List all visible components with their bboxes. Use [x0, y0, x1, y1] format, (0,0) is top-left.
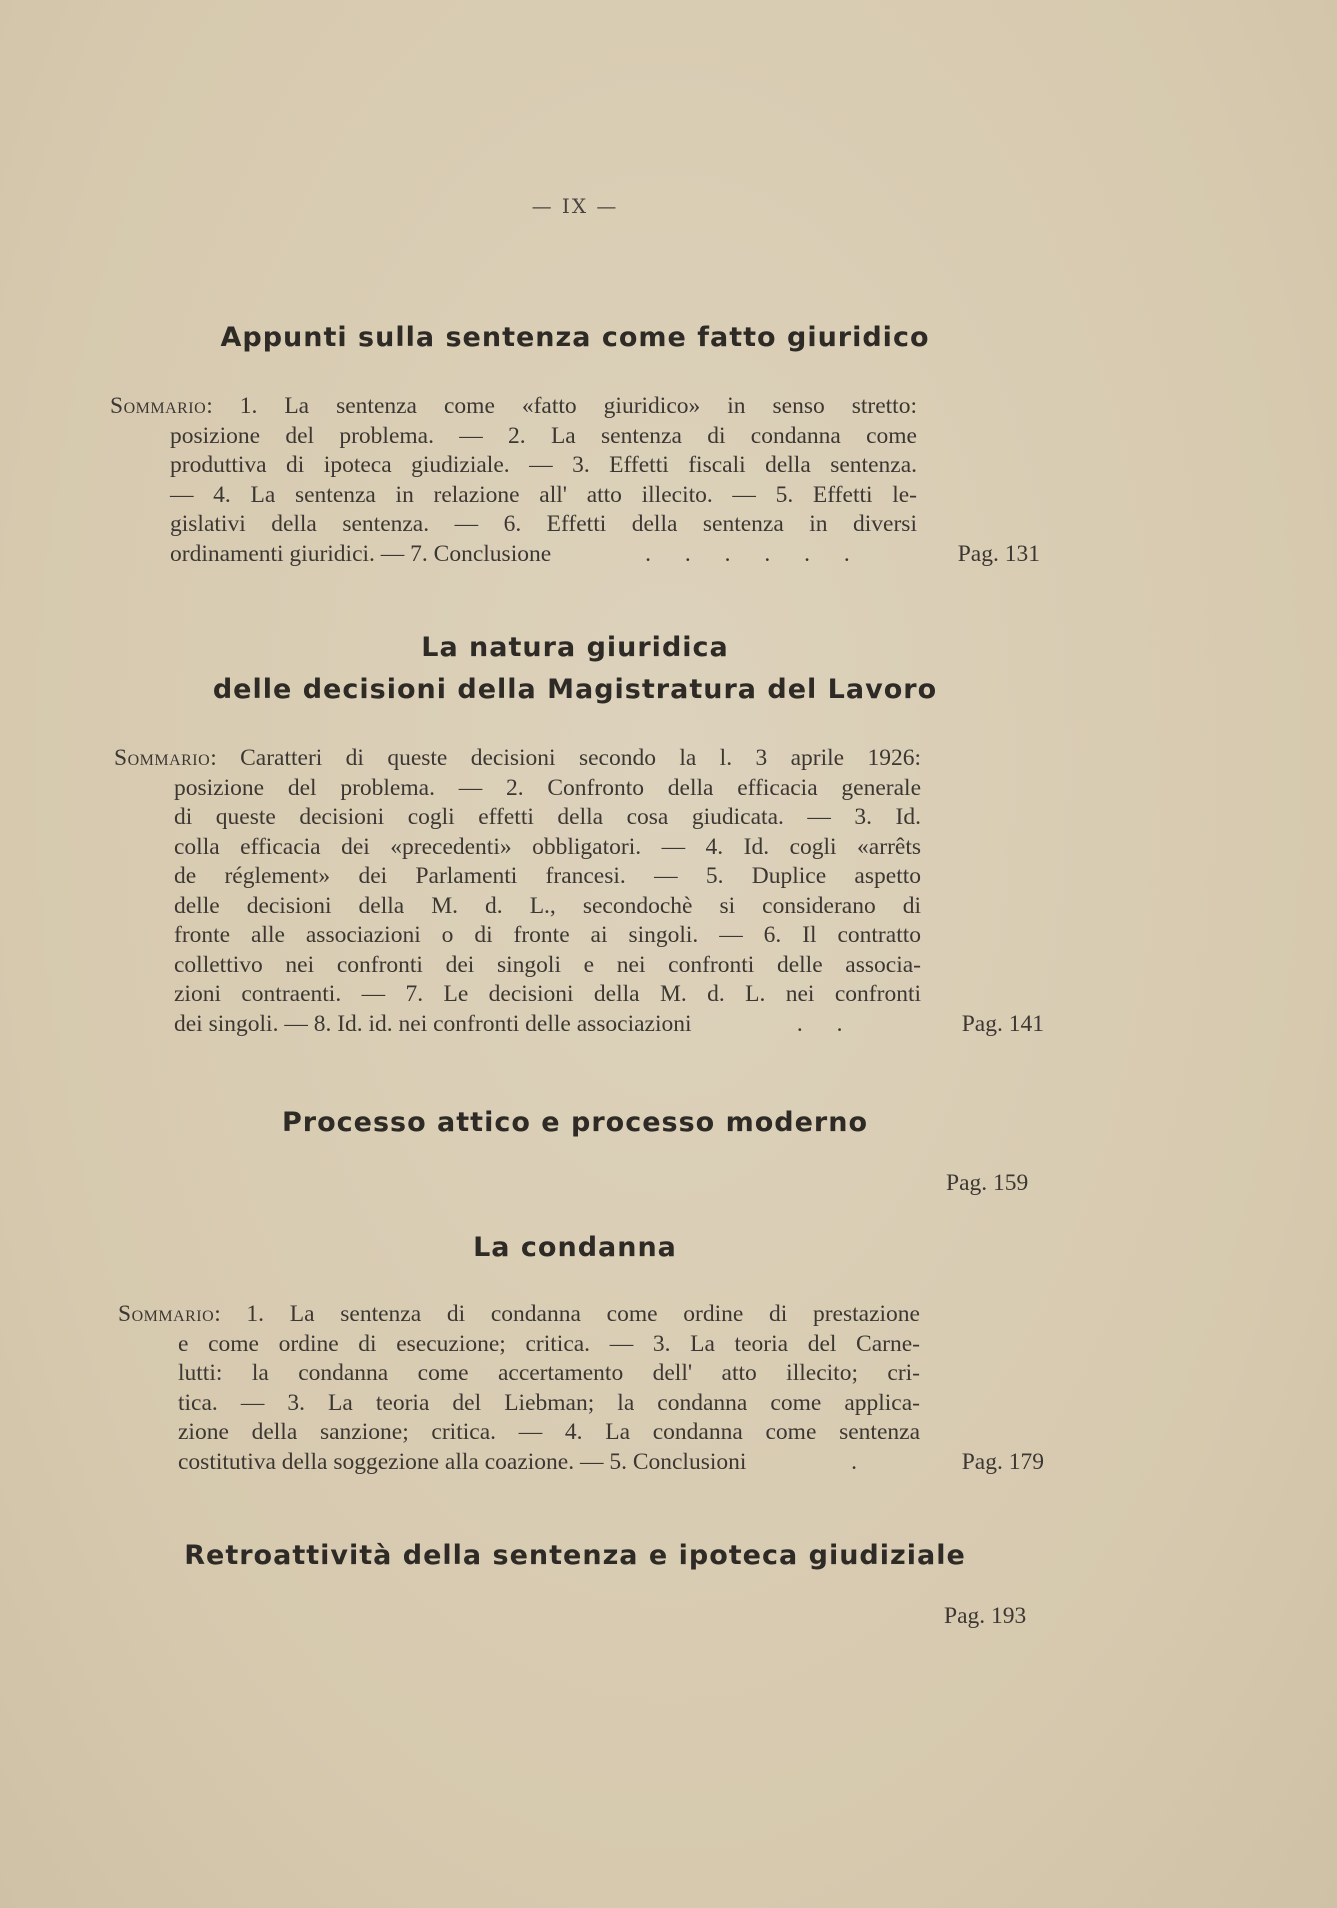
entry-summary [114, 744, 1044, 1039]
summary-line: gislativi della sentenza. — 6. Effetti della sentenza in diversi [170, 511, 917, 537]
summary-last-line: costitutiva della soggezione alla coazione. — 5. Conclusioni . Pag. 179 [178, 1448, 1044, 1478]
entry-title-line: La natura giuridica [421, 632, 729, 663]
summary-last-line: dei singoli. — 8. Id. id. nei confronti delle associazioni . . Pag. 141 [174, 1010, 1044, 1040]
entry-title: Processo attico e processo moderno [281, 1107, 869, 1138]
summary-label: Sommario [118, 1301, 215, 1327]
summary-line: delle decisioni della M. d. L., secondochè si considerano di [174, 892, 921, 919]
entry-title: Retroattività della sentenza e ipoteca giudiziale [184, 1540, 966, 1571]
summary-line: di queste decisioni cogli effetti della cosa giudicata. — 3. Id. [174, 804, 921, 830]
summary-last-line: ordinamenti giuridici. — 7. Conclusione . . . . . . Pag. 131 [170, 540, 1040, 570]
entry-title: Appunti sulla sentenza come fatto giuridico [220, 322, 930, 353]
page-number: — IX — [531, 194, 619, 218]
summary-line: Sommario: 1. La sentenza di condanna come ordine di prestazione [118, 1301, 920, 1327]
summary-line: posizione del problema. — 2. La sentenza di condanna come [170, 422, 917, 449]
summary-line: produttiva di ipoteca giudiziale. — 3. Effetti fiscali della sentenza. [170, 452, 917, 478]
summary-line: zione della sanzione; critica. — 4. La condanna come sentenza [178, 1419, 920, 1445]
entry-summary [118, 1300, 1044, 1477]
summary-line: colla efficacia dei «precedenti» obbligatori. — 4. Id. cogli «arrêts [174, 833, 921, 860]
page-reference: Pag. 193 [944, 1603, 1027, 1629]
summary-line: posizione del problema. — 2. Confronto della efficacia generale [174, 774, 921, 801]
summary-line: lutti: la condanna come accertamento dell' atto illecito; cri- [178, 1360, 920, 1386]
summary-line: fronte alle associazioni o di fronte ai singoli. — 6. Il contratto [174, 922, 921, 948]
summary-line: zioni contraenti. — 7. Le decisioni della M. d. L. nei confronti [174, 981, 921, 1007]
summary-label: Sommario [110, 393, 207, 419]
page-reference: Pag. 159 [946, 1170, 1029, 1196]
entry-summary [110, 392, 1040, 569]
page-reference: Pag. 131 [957, 540, 1040, 567]
summary-line: tica. — 3. La teoria del Liebman; la condanna come applica- [178, 1389, 920, 1416]
page-reference: Pag. 179 [961, 1448, 1044, 1475]
dot-leader: . [851, 1448, 858, 1475]
dot-leader: . . [796, 1010, 857, 1037]
summary-line: de réglement» dei Parlamenti francesi. — 5. Duplice aspetto [174, 863, 921, 889]
summary-line: — 4. La sentenza in relazione all' atto illecito. — 5. Effetti le- [170, 481, 917, 508]
dot-leader: . . . . . . [645, 540, 864, 567]
summary-label: Sommario [114, 745, 211, 771]
summary-line: e come ordine di esecuzione; critica. — 3. La teoria del Carne- [178, 1330, 920, 1357]
summary-line: collettivo nei confronti dei singoli e nei confronti delle associa- [174, 951, 921, 978]
entry-title: La condanna [473, 1232, 677, 1263]
summary-line: Sommario: 1. La sentenza come «fatto giuridico» in senso stretto: [110, 393, 917, 419]
summary-line: Sommario: Caratteri di queste decisioni secondo la l. 3 aprile 1926: [114, 745, 921, 771]
entry-title-line: delle decisioni della Magistratura del Lavoro [212, 674, 938, 705]
page-reference: Pag. 141 [961, 1010, 1044, 1037]
